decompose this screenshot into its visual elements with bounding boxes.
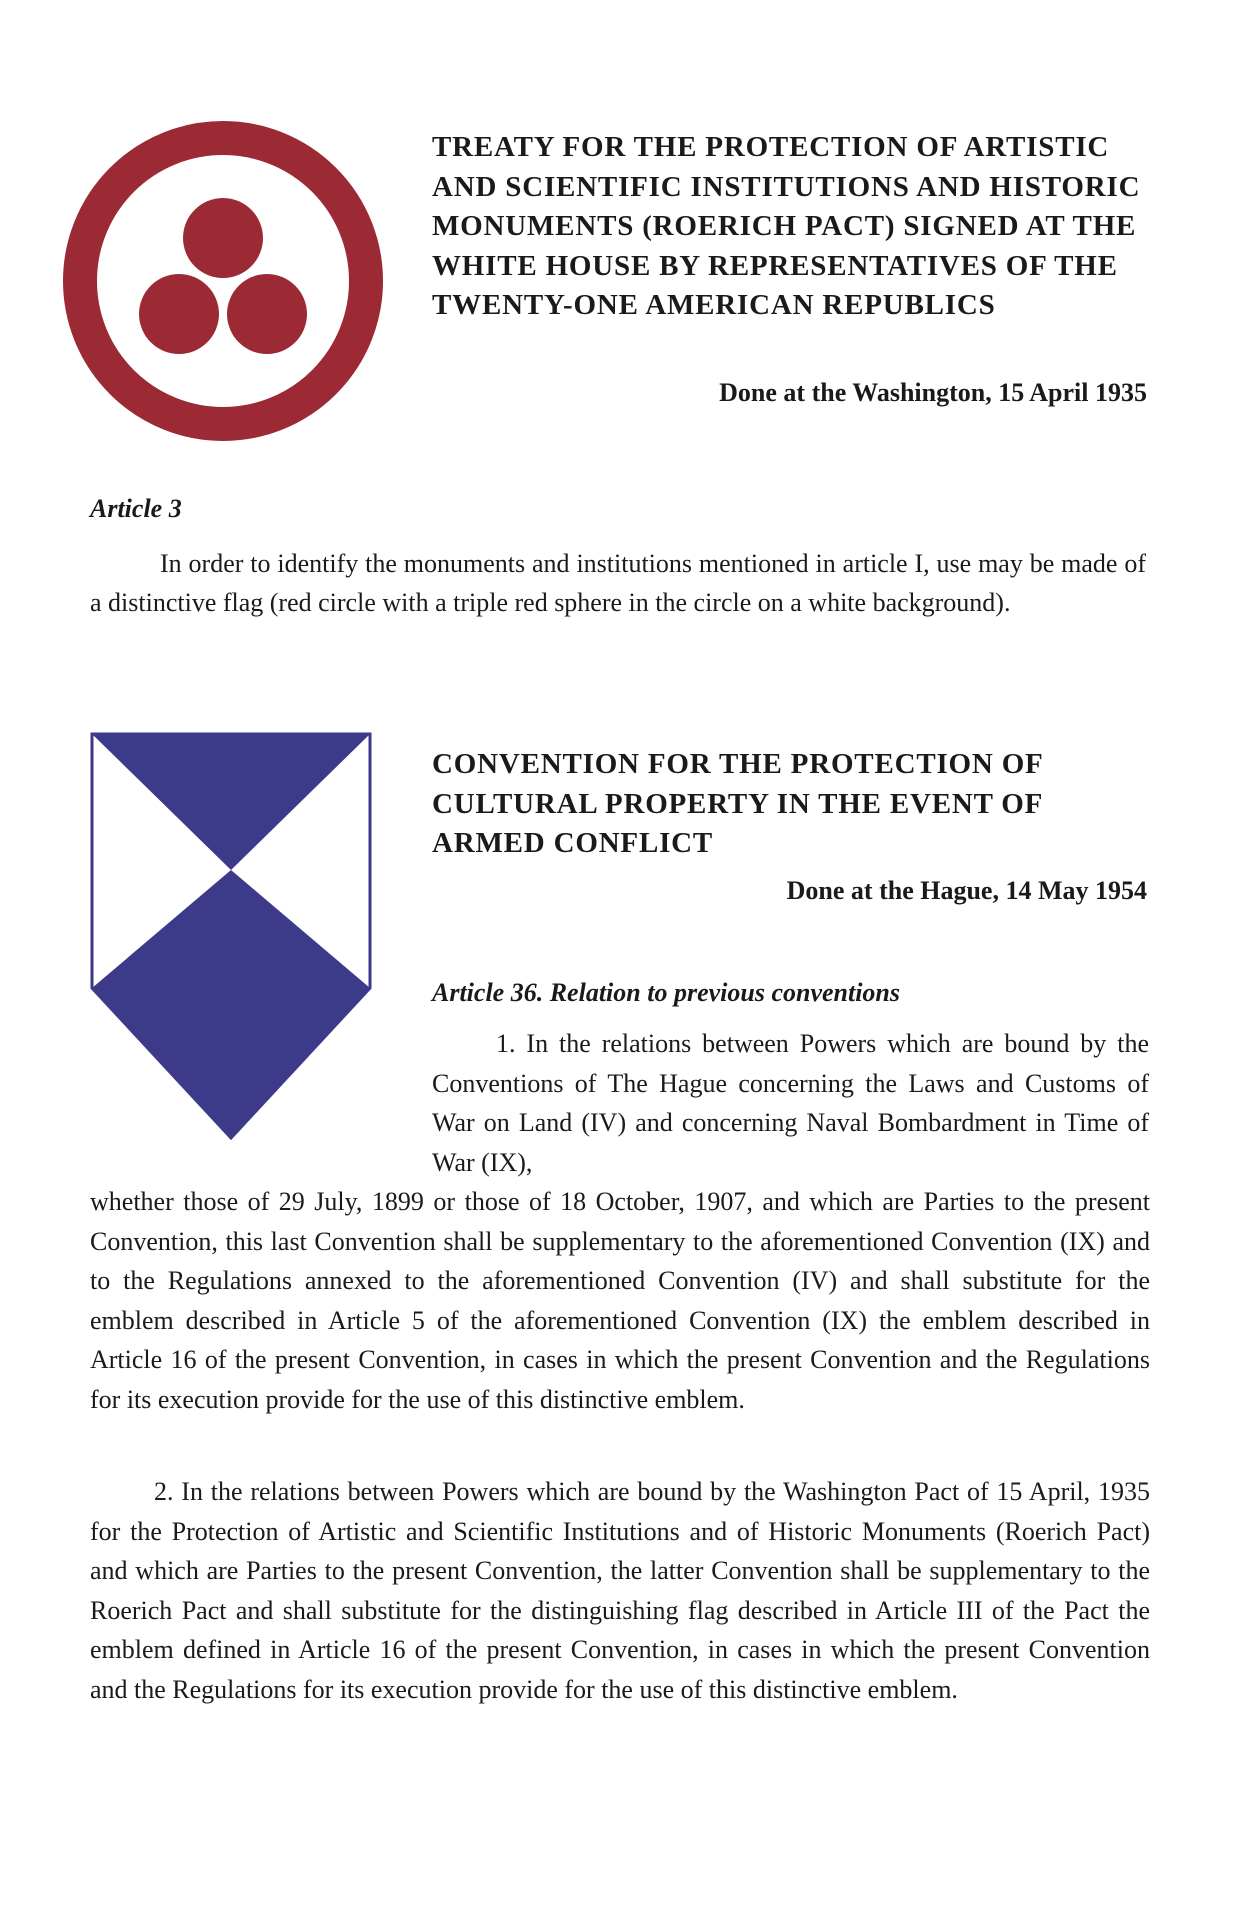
article-36-paragraph-1-continuation: whether those of 29 July, 1899 or those of 18 October, 1907, and which are Parties to the present Convention, this last Convention shall be supplementary to the aforementioned Convention (IX) and to the Regulations annexed to the aforementioned Convention (IV) and shall substitute for the emblem described in Article 5 of the aforementioned Convention (IX) the emblem described in Article 16 of the present Convention, in cases in which the present Convention and the Regulations for its execution provide for the use of this distinctive emblem. xyxy=(90,1187,1150,1414)
article-36-title: Article 36. Relation to previous conventions xyxy=(432,978,901,1007)
roerich-treaty-heading: TREATY FOR THE PROTECTION OF ARTISTIC AND SCIENTIFIC INSTITUTIONS AND HISTORIC MONUMENTS (ROERICH PACT) SIGNED AT THE WHITE HOUSE BY REPRESENTATIVES OF THE TWENTY-ONE AMERICAN REPUBLICS xyxy=(432,131,1141,321)
article-3-body: In order to identify the monuments and institutions mentioned in article I, use may be made of a distinctive flag (red circle with a triple red sphere in the circle on a white background). xyxy=(90,549,1146,617)
blue-shield-emblem-icon xyxy=(90,732,372,1140)
hague-convention-heading: CONVENTION FOR THE PROTECTION OF CULTURAL PROPERTY IN THE EVENT OF ARMED CONFLICT xyxy=(432,748,1043,859)
roerich-dateline: Done at the Washington, 15 April 1935 xyxy=(719,378,1147,407)
article-36-paragraph-1-start: 1. In the relations between Powers which are bound by the Conventions of The Hague concerning the Laws and Customs of War on Land (IV) and concerning Naval Bombardment in Time of War (IX), xyxy=(432,1029,1149,1177)
roerich-pact-emblem-icon xyxy=(62,120,384,442)
hague-dateline: Done at the Hague, 14 May 1954 xyxy=(786,876,1147,905)
article-3-title: Article 3 xyxy=(90,494,182,523)
article-36-paragraph-2: 2. In the relations between Powers which are bound by the Washington Pact of 15 April, 1935 for the Protection of Artistic and Scientific Institutions and of Historic Monuments (Roerich Pact) and which are Parties to the present Convention, the latter Convention shall be supplementary to the Roerich Pact and shall substitute for the distinguishing flag described in Article III of the Pact the emblem defined in Article 16 of the present Convention, in cases in which the present Convention and the Regulations for its execution provide for the use of this distinctive emblem. xyxy=(90,1477,1150,1704)
